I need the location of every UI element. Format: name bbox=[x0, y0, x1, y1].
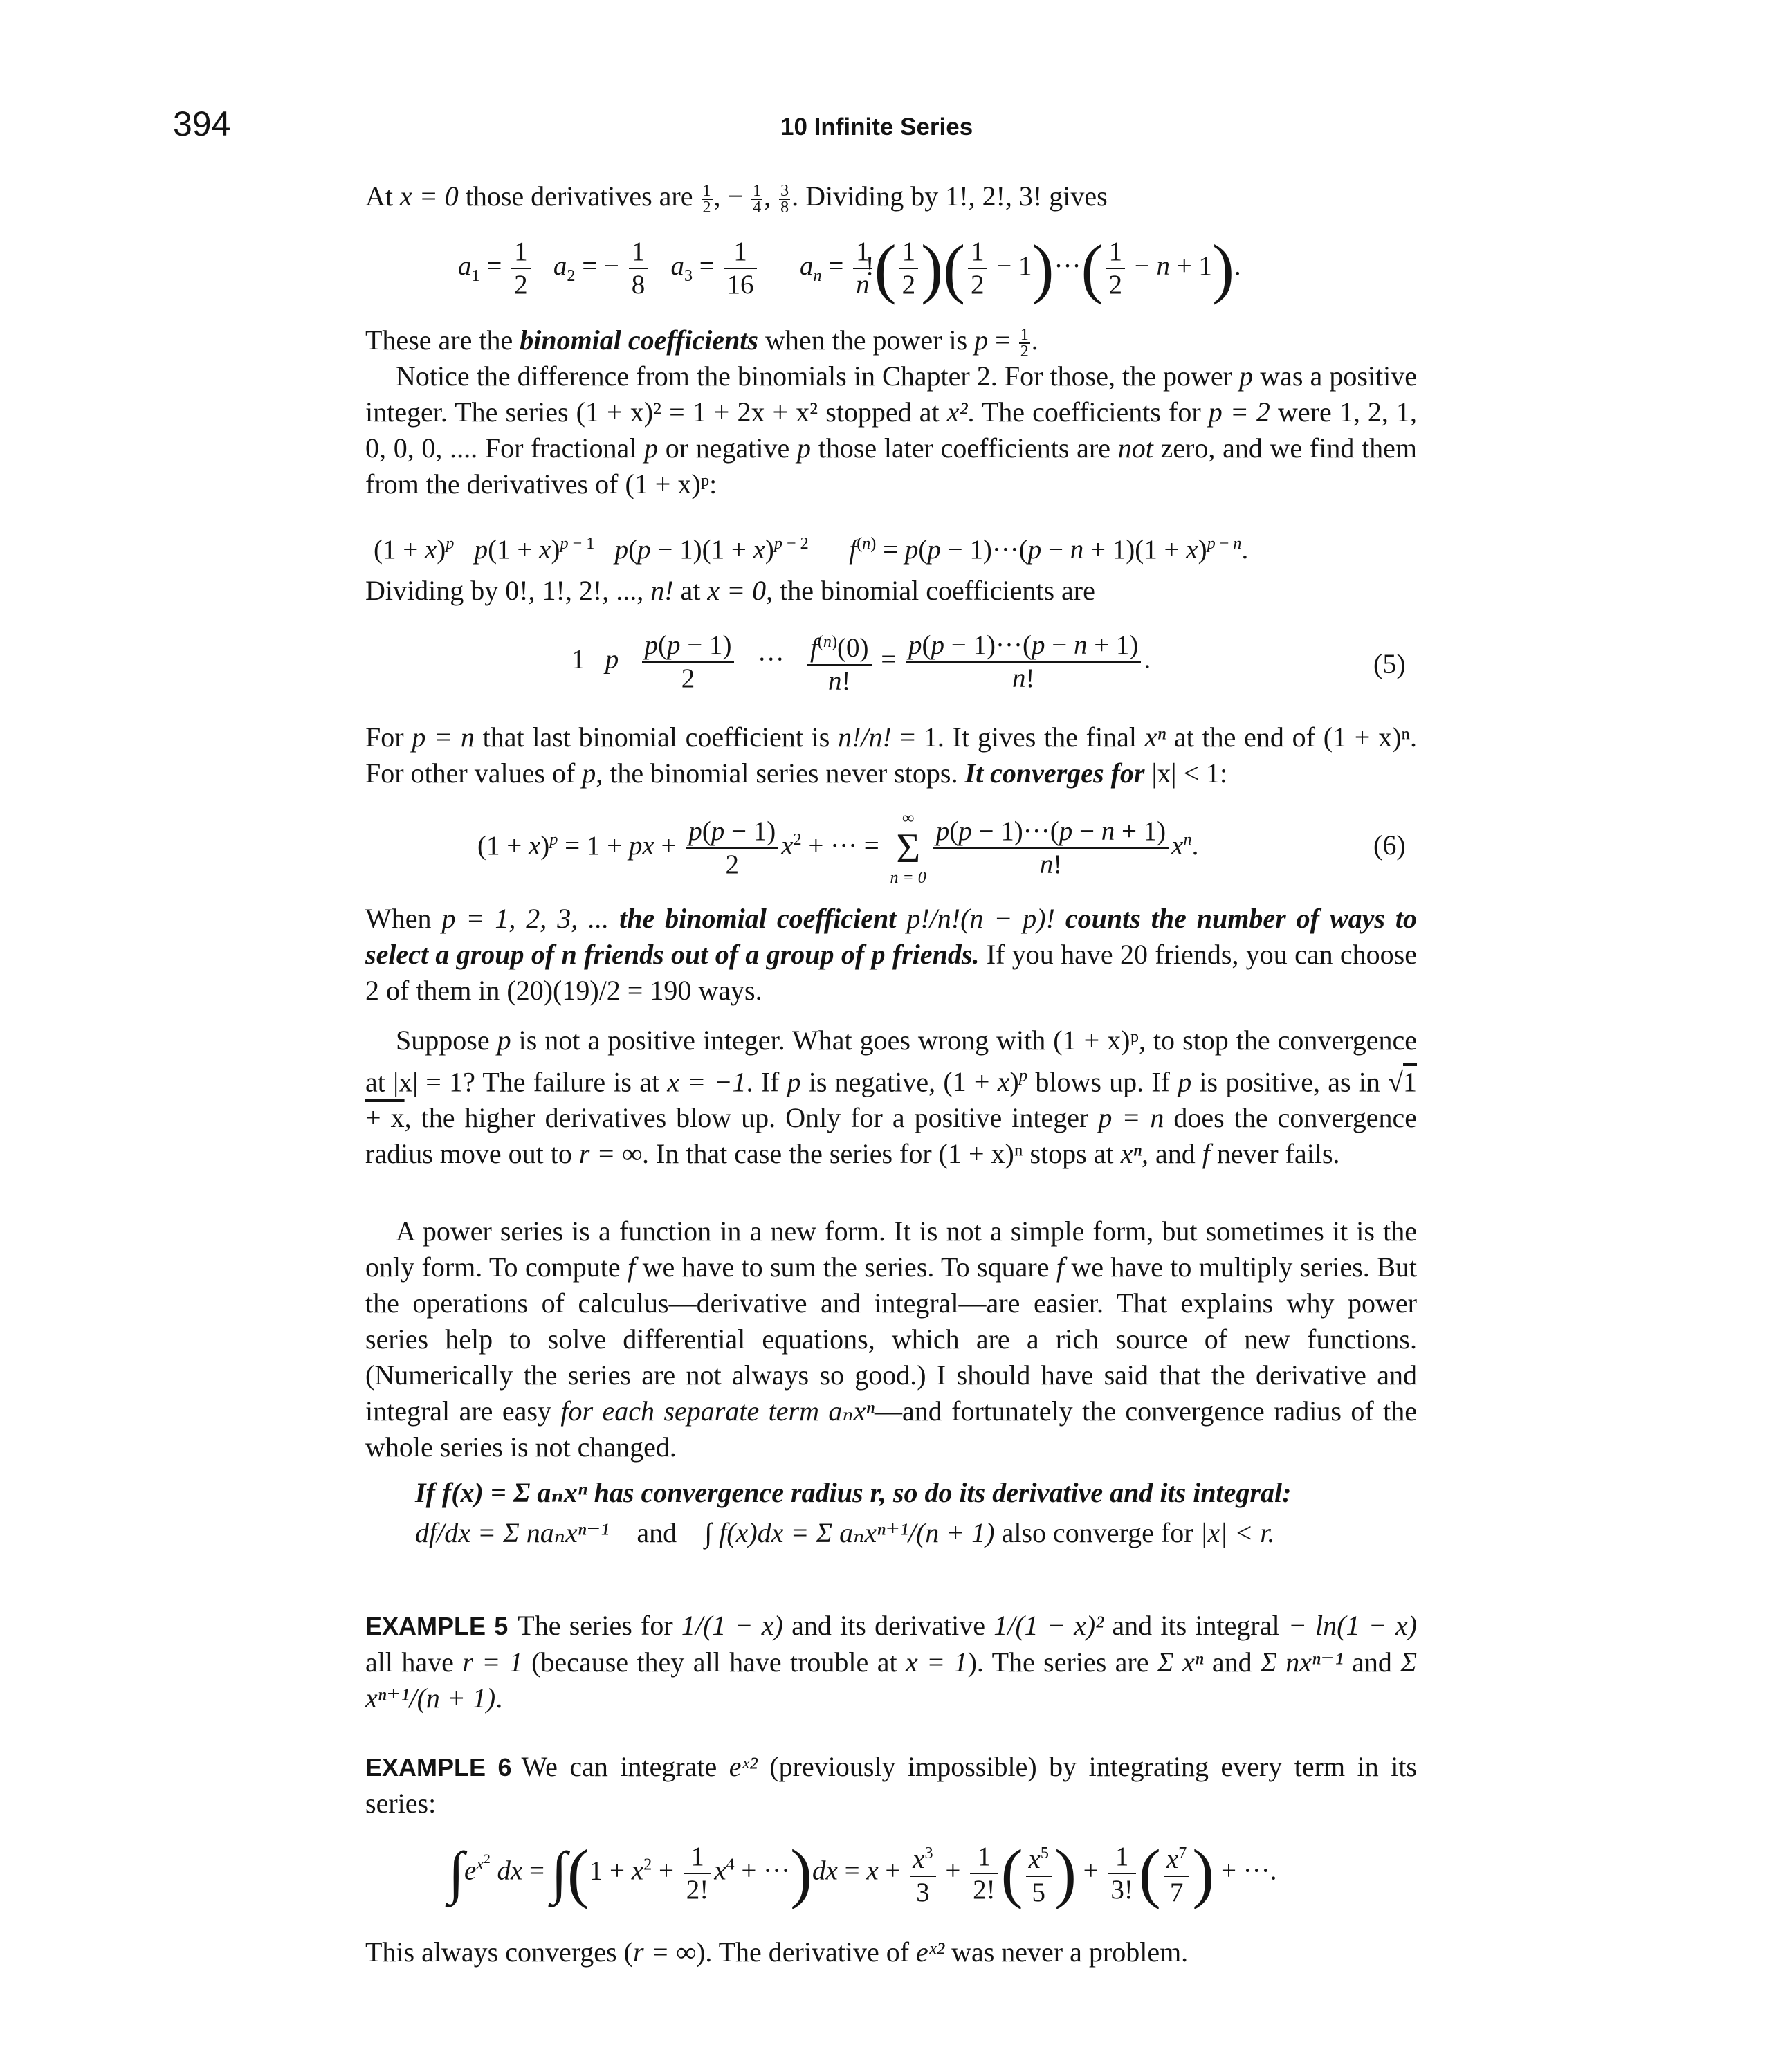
paragraph-power-series: A power series is a function in a new form. It is not a simple form, but sometimes it is the only form. To compute f we have to sum the series. To square f we have to multiply series. But the operations of calculus—derivative and integral—are easier. That explains why power series help to solve differential equations, which are a rich source of new functions. (Numerically the series are not always so good.) I should have said that the derivative and integral are easy for each separate term aₙxⁿ—and fortunately the convergence radius of the whole series is not changed. bbox=[365, 1216, 1418, 1463]
example-6-label: EXAMPLE 6 bbox=[365, 1753, 512, 1781]
theorem-formulas: df/dx = Σ naₙxⁿ⁻¹ and ∫ f(x)dx = Σ aₙxⁿ⁺¹/(n + 1) also converge for |x| < r. bbox=[415, 1517, 1275, 1548]
example-6: EXAMPLE 6 We can integrate eˣ² (previously impossible) by integrating every term in its series: bbox=[365, 1751, 1417, 1819]
example-5-label: EXAMPLE 5 bbox=[365, 1612, 509, 1640]
example-5: EXAMPLE 5 The series for 1/(1 − x) and its derivative 1/(1 − x)² and its integral − ln(1 − x) all have r = 1 (because they all have trouble at x = 1). The series are Σ xⁿ and Σ nxⁿ⁻¹ and Σ xⁿ⁺¹/(n + 1). bbox=[365, 1610, 1418, 1714]
paragraph-intro: At x = 0 those derivatives are $\frac{1}{2}$ , − $\frac{1}{4}$ , $\frac{3}{8}$ . Dividing by 1!, 2!, 3! gives bbox=[365, 181, 1108, 217]
paragraph-friends: When p = 1, 2, 3, ... the binomial coefficient p!/n!(n − p)! counts the number of ways to select a group of n friends out of a group of p friends. If you have 20 friends, you can choose 2 of them in (20)(19)/2 = 190 ways. bbox=[365, 903, 1417, 1006]
chapter-running-head: 10 Infinite Series bbox=[780, 113, 973, 140]
paragraph-suppose: Suppose p is not a positive integer. What goes wrong with (1 + x)ᵖ, to stop the convergence at |x| = 1? The failure is at x = −1. If p is negative, $(1 + x)^p$ blows up. If p is positive, as in √1 + x, the higher derivatives blow up. Only for a positive integer p = n does the convergence radius move out to r = ∞. In that case the series for (1 + x)ⁿ stops at xⁿ, and f never fails. bbox=[365, 1025, 1418, 1170]
paragraph-conclusion: This always converges (r = ∞). The derivative of eˣ² was never a problem. bbox=[365, 1936, 1189, 1968]
equation-number-5: (5) bbox=[1373, 648, 1406, 679]
equation-number-6: (6) bbox=[1373, 829, 1406, 861]
equation-6: $(1 + x)^p = 1$ + px + $\frac{p(p - 1)}{2}$ $x^2$ + ··· = ∞ Σ n = 0 $\frac{p(p - 1)\cdot\cdot\cdot(p - n + 1)}{n!}$ $x^n$. bbox=[477, 809, 1199, 887]
paragraph-dividing: Dividing by 0!, 1!, 2!, ..., n! at x = 0, the binomial coefficients are bbox=[365, 575, 1095, 606]
paragraph-binomial-definition: These are the binomial coefficients when the power is p = $\frac{1}{2}$ . bbox=[365, 324, 1038, 360]
page-number: 394 bbox=[173, 104, 231, 143]
paragraph-notice: Notice the difference from the binomials in Chapter 2. For those, the power p was a positive integer. The series (1 + x)² = 1 + 2x + x² stopped at x². The coefficients for p = 2 were 1, 2, 1, 0, 0, 0, .... For fractional p or negative p those later coefficients are not zero, and we find them from the derivatives of (1 + x)ᵖ: bbox=[365, 360, 1418, 499]
equation-5: 1 p $\frac{p(p - 1)}{2}$ ··· $\frac{f^{(n)}(0)}{n!}$ = $\frac{p(p - 1)\cdot\cdot\cdot(p - n + 1)}{n!}$ . bbox=[571, 626, 1151, 697]
integral-equation: $\int e^{x^2}$ dx = $\int(1 + x^2$ + $\frac{1}{2!}$ $x^4 + \cdot\cdot\cdot)dx = x$ + $\frac{x^3}{3}$ + $\frac{1}{2!}$ ( $\frac{x^5}{5}$ ) + $\frac{1}{3!}$ ( $\frac{x^7}{7}$ ) + ···. bbox=[448, 1835, 1277, 1910]
theorem-statement: If f(x) = Σ aₙxⁿ has convergence radius r, so do its derivative and its integral: bbox=[415, 1477, 1292, 1508]
coefficients-equation: $a_1$ = $\frac{1}{2}$ $a_2$ = − $\frac{1}{8}$ $a_3$ = $\frac{1}{16}$ $a_n$ = $\frac{1}{n}$ !( $\frac{1}{2}$ )( $\frac{1}{2}$ − 1)···( $\frac{1}{2}$ − n + 1). bbox=[458, 231, 1241, 305]
derivatives-equation: $(1 + x)^p$ $p(1 + x)^{p - 1}$ $p(p - 1)(1 + x)^{p - 2}$ $f^{(n)} = p(p - 1)\cdot\cdot\cdot(p - n + 1)(1 + x)^{p - n}$. bbox=[374, 534, 1249, 565]
paragraph-p-equals-n: For p = n that last binomial coefficient is n!/n! = 1. It gives the final xⁿ at the end of (1 + x)ⁿ. For other values of p, the binomial series never stops. It converges for |x| < 1: bbox=[365, 722, 1418, 789]
